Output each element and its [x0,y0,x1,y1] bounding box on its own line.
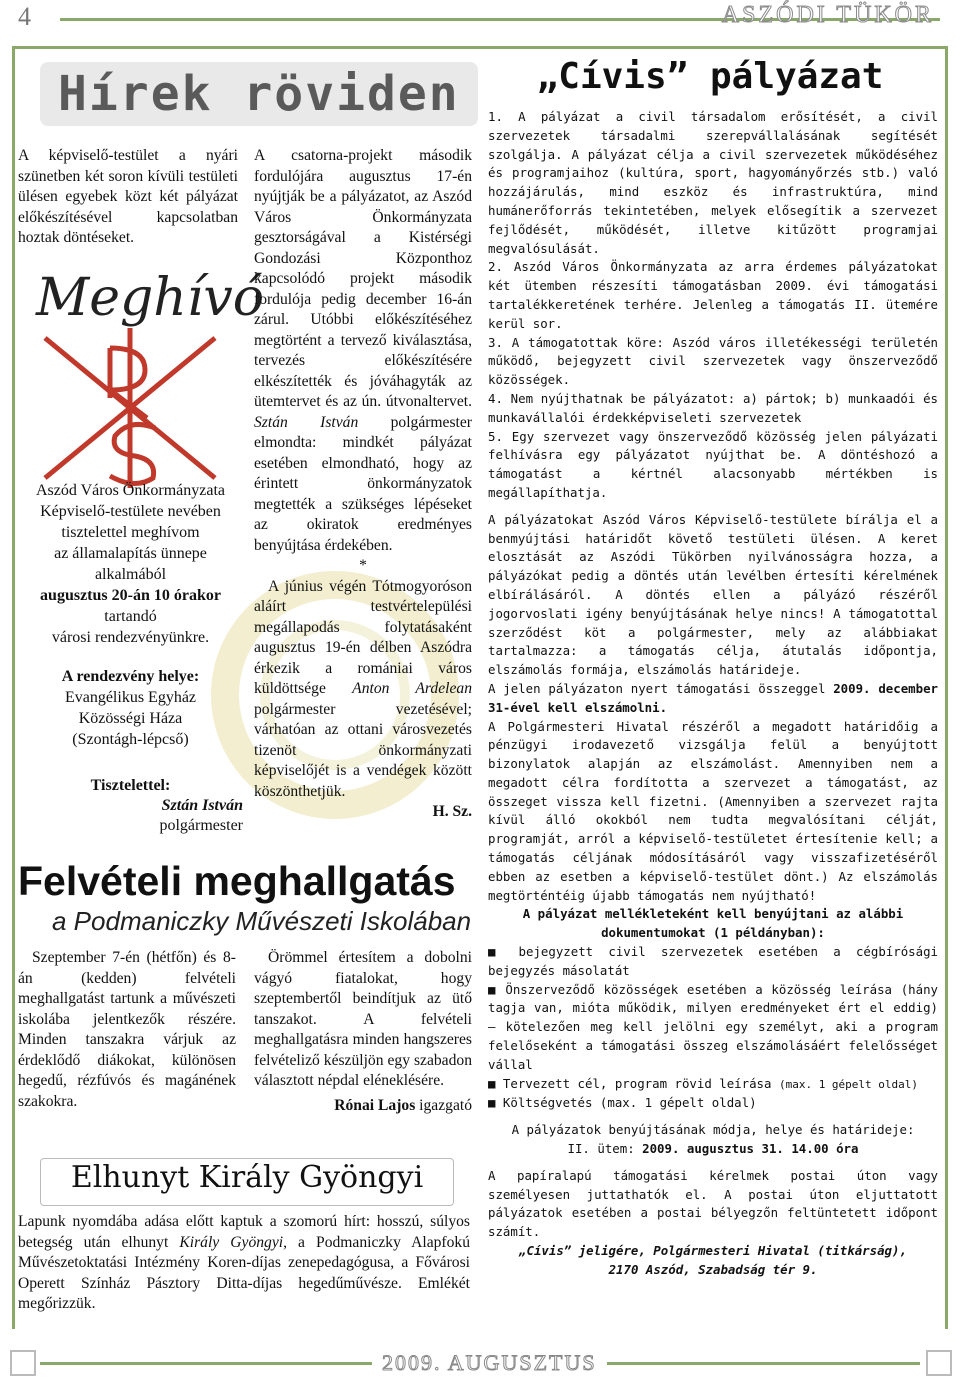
attachment-text: Költségvetés (max. 1 gépelt oldal) [502,1095,757,1111]
civis-submission: A papíralapú támogatási kérelmek postai úton vagy személyesen juttathatók el. A postai úton eljuttatott pályázatok esetében a postai bélyegzőn feltüntetett időpont számít. [488,1167,938,1240]
invitation-line: az államalapítás ünnepe [54,545,207,562]
invitation-line: tisztelettel meghívom [61,524,200,541]
civis-deadline-label: A pályázatok benyújtásának módja, helye és határideje: [511,1122,915,1138]
audition-signature [254,1096,472,1117]
audition-title: Felvételi meghallgatás [18,858,456,904]
obituary-text-a: Lapunk nyomdába adása előtt kaptuk a szomorú hírt: hosszú, súlyos betegség után elhunyt [18,1213,470,1251]
obituary-name: Király Gyöngyi [179,1233,284,1251]
civis-evaluation: A pályázatokat Aszód Város Képviselő-testülete bírálja el a benmyújtási határidőt követő testületi ülésen. A keret elosztását az Aszódi Tükörben nyilvánosságra hozza, a pályázókat pedig a döntés után levélben értesíti kérelmének elbírálásáról. A döntés ellen a pályázó részéről jogorvoslati igény benyújtásának helye nincs! A támogatottal szerződést köt a polgármester, mely az alábbiakat tartalmazza: a támogatás célja, átutalás időpontja, elszámolás formája, elszámolás határideje. [488,511,938,678]
audition-signer-title: igazgató [419,1096,472,1114]
masthead: ASZÓDI TÜKÖR [721,2,934,28]
venue-line: (Szontágh-lépcső) [72,731,189,748]
civis-attachment-item: ■ Költségvetés (max. 1 gépelt oldal) [488,1095,757,1111]
news-text: polgármester vezetésével; várhatóan az ottani városvezetés tizenöt önkormányzati képviselőjét is a vendégek között köszönthetjük. [254,700,472,800]
corner-square-icon [10,1350,36,1376]
civis-point-5: 5. Egy szervezet vagy önszerveződő közösség jelen pályázati felhívásra egy pályázatot nyújthat be. A döntéshozó a támogatást a kértnél alacsonyabb mértékben is megállapíthatja. [488,428,938,500]
signer-title: polgármester [159,817,243,834]
civis-point-3: 3. A támogatottak köre: Aszód város illetékességi területén működő, bejegyzett civil szervezetek vagy önszerveződő közösségek. [488,334,938,388]
audition-text-2: Örömmel értesítem a dobolni vágyó fiatalokat, hogy szeptembertől beindítjuk az ütő tanszakot. A felvételi meghallgatásra minden hangszeres felvételiző készüljön egy szabadon választott népdal eléneklésére. [254,949,472,1089]
obituary-title: Elhunyt Király Gyöngyi [70,1160,424,1195]
news-section-title: Hírek röviden [40,62,478,126]
invitation-line: Aszód Város Önkormányzata [36,482,225,499]
obituary-text-b: , a Podmaniczky Alapfokú Művészetoktatási Intézmény Koren-díjas zenepedagógusa, a Fővárosi Operett Színház Pásztory Ditta-díjas hegedűművésze. Emlékét megőrizzük. [18,1233,470,1312]
civis-deadline [488,1140,938,1159]
invitation-venue [18,666,243,750]
attachment-note: (max. 1 gépelt oldal) [778,1077,919,1091]
news-column-2 [254,146,472,823]
news-author: H. Sz. [432,803,472,820]
civis-column [488,108,938,1280]
audition-subtitle: a Podmaniczky Művészeti Iskolában [52,906,472,936]
invitation-title: Meghívó [36,268,265,328]
invitation-line: Képviselő-testülete nevében [40,503,221,520]
invitation-text [18,480,243,648]
civis-settlement-text: A jelen pályázaton nyert támogatási összeggel [488,680,826,696]
civis-address-1: „Cívis” jeligére, Polgármesteri Hivatal (titkárság), [519,1243,907,1259]
invitation-signature [18,776,243,836]
attachment-text: Tervezett cél, program rövid leírása [502,1075,772,1091]
civis-point-1: 1. A pályázat a civil társadalom erősítését, a civil szervezetek társadalmi szerepvállalásának segítését szolgálja. A pályázat célja a civil szervezetek működéséhez és programjaihoz (kultúra, sport, hagyományőrzés stb.) való hozzájárulás, mind eszköz és infrastruktúra, mind humánerőforrás tekintetében, melyek elősegítik a szervezet fejlődését, működését, illetve kitűzött programjai megvalósulását. [488,109,938,256]
venue-line: Közösségi Háza [78,710,183,727]
news-paragraph: A csatorna-projekt második fordulójára augusztus 17-én nyújtják be a pályázatot, az Aszód Város Önkormányzata gesztorságával a Kistérségi Gondozási Központhoz kapcsolódó projekt második fordulója pedig december 16-án zárul. Utóbbi előkészítéséhez megtörtént a tervező kiválasztása, tervezés előkészítésére elkészítették és jóváhagyták az ütemtervet és az ún. útvonaltervet. [254,147,472,410]
news-paragraph: polgármester elmondta: mindkét pályázat esetében elmondható, hogy az érintett önkormányzatok megtették a szükséges lépéseket az okiratok eredményes benyújtása érdekében. [254,413,472,554]
invitation-line: tartandó [104,608,157,625]
news-text: A június végén Tótmogyoróson aláírt testvértelepülési megállapodás folytatásaként augusztus 19-én délben Aszódra érkezik a romániai város küldöttsége [254,577,472,697]
audition-text-1: Szeptember 7-én (hétfőn) és 8-án (kedden) felvételi meghallgatást tartunk a művészeti iskolába jelentkezők részére. Minden tanszakra várjuk az érdeklődő diákokat, különösen hegedű, rézfúvós és magánének szakokra. [18,949,236,1110]
civis-address-2: 2170 Aszód, Szabadság tér 9. [608,1261,818,1277]
audition-signer: Rónai Lajos [334,1096,416,1114]
issue-date: 2009. AUGUSZTUS [372,1350,607,1376]
civis-attachment-item: ■ Tervezett cél, program rövid leírása (max. 1 gépelt oldal) [488,1075,919,1091]
civis-attachments-title: A pályázat mellékleteként kell benyújtani az alábbi dokumentumokat (1 példányban): [522,906,904,941]
civis-title: „Cívis” pályázat [536,56,884,97]
civis-attachment-item: ■ bejegyzett civil szervezetek esetében a cégbírósági bejegyzés másolatát [488,944,938,978]
civis-audit: A Polgármesteri Hivatal részéről a megadott határidőig a pénzügyi irodavezető vizsgálja felül a benyújtott bizonylatok alapján az elszámolást. Amennyiben nem a megadott célra fordította a szervezet a támogatást, az összeget vissza kell fizetni. (Amennyiben a szervezet rajta kívül álló okokból nem tudta megvalósítani célját, programját, arról a képviselő-testületet értesítenie kell; a támogatás céljának módosításáról vagy visszafizetéséről ebben az esetben a képviselő-testület dönt.) Az elszámolás megtörténtéig újabb támogatás nem nyújtható! [488,718,938,903]
invitation-datetime: augusztus 20-án 10 órakor [40,587,221,604]
person-name: Sztán István [254,413,359,431]
rs-monogram-icon [35,328,225,488]
venue-label: A rendezvény helye: [61,668,200,685]
invitation-line: alkalmából [94,566,167,583]
civis-settlement-deadline: 2009. december 31-ével kell elszámolni. [488,680,938,715]
attachment-text: bejegyzett civil szervezetek esetében a cégbírósági bejegyzés másolatát [488,944,938,978]
signer-name: Sztán István [161,797,243,814]
news-paragraph-2 [254,577,472,803]
invitation-line: városi rendezvényünkre. [51,629,210,646]
attachment-text: Önszerveződő közösségek esetében a közösség leírása (hány tagja van, mióta működik, milyen eredményeket ért el eddig) – kötelezően meg kell jelölni egy személyt, aki a program felelőseként a támogatási összeg elszámolásáért felelősséget vállal [488,981,938,1072]
deadline-date: 2009. augusztus 31. 14.00 óra [642,1141,859,1157]
page-number: 4 [18,2,31,31]
civis-attachment-item: ■ Önszerveződő közösségek esetében a közösség leírása (hány tagja van, mióta működik, milyen eredményeket ért el eddig) – kötelezően meg kell jelölni egy személyt, aki a program felelőseként a támogatási összeg elszámolásáért felelősséget vállal [488,981,938,1072]
deadline-phase: II. ütem: [567,1141,635,1157]
person-name: Anton Ardelean [352,680,472,697]
news-intro: A képviselő-testület a nyári szünetben két soron kívüli testületi ülésen egyebek közt két pályázat előkészítésével kapcsolatban hoztak döntéseket. [18,147,238,246]
audition-column-2 [254,948,472,1116]
venue-line: Evangélikus Egyház [64,689,197,706]
corner-square-icon [926,1350,952,1376]
separator: * [359,557,367,574]
civis-point-2: 2. Aszód Város Önkormányzata az arra érdemes pályázatokat két ütemben részesíti támogatásban 2009. évi támogatási tartalékkeretének terhére. Jelenleg a támogatás II. ütemére kerül sor. [488,259,938,331]
regards: Tisztelettel: [90,777,171,794]
civis-settlement [488,680,938,718]
obituary-text [18,1212,470,1315]
civis-point-4: 4. Nem nyújthatnak be pályázatot: a) pártok; b) munkaadói és munkavállalói érdekképviseleti szervezetek [488,390,938,425]
